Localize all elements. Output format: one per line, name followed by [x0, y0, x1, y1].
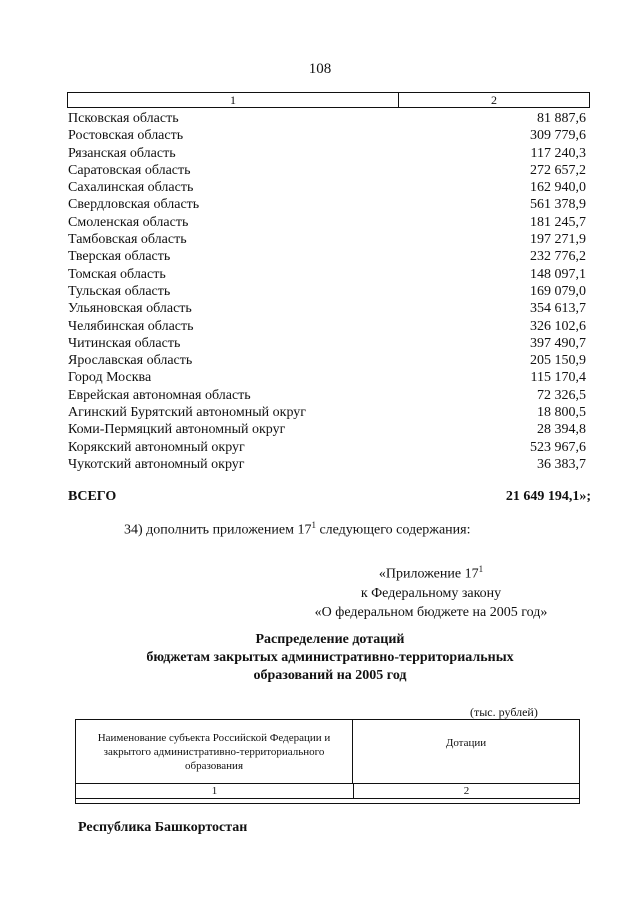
region-value: 326 102,6	[530, 318, 586, 334]
table-row	[68, 421, 586, 438]
table-row	[68, 196, 586, 213]
region-name: Еврейская автономная область	[68, 387, 251, 403]
table-row	[68, 110, 586, 127]
total-label: ВСЕГО	[68, 489, 117, 504]
appendix-line1-text: «Приложение 17	[378, 566, 479, 582]
region-value: 117 240,3	[530, 145, 586, 161]
region-value: 197 271,9	[530, 232, 586, 248]
region-value: 354 613,7	[530, 301, 586, 317]
total-row	[68, 489, 591, 505]
units-note: (тыс. рублей)	[470, 705, 538, 719]
appendix-line2: к Федеральному закону	[360, 585, 502, 601]
region-value: 36 383,7	[537, 456, 586, 472]
table-row	[68, 266, 586, 283]
table-row	[68, 335, 586, 352]
region-value: 18 800,5	[537, 405, 586, 421]
top-table-body	[68, 110, 586, 473]
table-row	[68, 387, 586, 404]
page-number: 108	[308, 61, 332, 77]
first-region-entry: Республика Башкортостан	[78, 820, 248, 835]
top-table-header-col2: 2	[491, 93, 497, 107]
document-title-line2: бюджетам закрытых административно-территориальных	[146, 650, 514, 665]
region-name: Агинский Бурятский автономный округ	[68, 405, 306, 421]
region-name: Челябинская область	[68, 318, 194, 334]
region-name: Чукотский автономный округ	[68, 456, 245, 472]
appendix-line3: «О федеральном бюджете на 2005 год»	[314, 604, 548, 620]
region-value: 397 490,7	[530, 335, 586, 351]
appendix-line1-sup: 1	[478, 564, 484, 574]
region-name: Рязанская область	[68, 145, 176, 161]
region-value: 28 394,8	[537, 422, 586, 438]
region-value: 115 170,4	[530, 370, 586, 386]
table-row	[68, 145, 586, 162]
region-name: Город Москва	[68, 370, 152, 386]
region-name: Томская область	[68, 266, 166, 282]
distribution-table-header	[76, 720, 579, 784]
region-value: 162 940,0	[530, 180, 586, 196]
table-row	[68, 248, 586, 265]
region-name: Ульяновская область	[68, 301, 192, 317]
distribution-table	[75, 719, 580, 804]
table-row	[68, 404, 586, 421]
table-row	[68, 162, 586, 179]
region-value: 181 245,7	[530, 214, 586, 230]
region-name: Тамбовская область	[68, 232, 187, 248]
region-name: Ростовская область	[68, 128, 184, 144]
distribution-col1-header: Наименование субъекта Российской Федерации и закрытого административно-территориального образования	[76, 720, 353, 783]
distribution-table-numbering	[76, 784, 579, 799]
region-name: Читинская область	[68, 335, 181, 351]
table-row	[68, 231, 586, 248]
region-name: Смоленская область	[68, 214, 189, 230]
appendix-heading	[300, 560, 562, 622]
appendix-line1	[300, 560, 562, 584]
region-value: 148 097,1	[530, 266, 586, 282]
region-value: 272 657,2	[530, 162, 586, 178]
region-value: 205 150,9	[530, 353, 586, 369]
region-name: Ярославская область	[68, 353, 193, 369]
region-name: Свердловская область	[68, 197, 200, 213]
table-row	[68, 300, 586, 317]
document-title	[90, 631, 570, 685]
total-value: 21 649 194,1»;	[505, 489, 591, 504]
region-name: Коми-Пермяцкий автономный округ	[68, 422, 286, 438]
table-row	[68, 127, 586, 144]
region-value: 169 079,0	[530, 283, 586, 299]
region-name: Тульская область	[68, 283, 171, 299]
region-name: Саратовская область	[68, 162, 191, 178]
top-table-header	[67, 92, 590, 108]
table-row	[68, 456, 586, 473]
distribution-col1-number: 1	[76, 784, 354, 798]
table-row	[68, 352, 586, 369]
amendment-main: 34) дополнить приложением 17	[124, 522, 312, 538]
region-name: Корякский автономный округ	[68, 439, 245, 455]
table-row	[68, 439, 586, 456]
region-value: 309 779,6	[530, 128, 586, 144]
table-row	[68, 214, 586, 231]
region-value: 523 967,6	[530, 439, 586, 455]
table-row	[68, 283, 586, 300]
distribution-col2-header: Дотации	[445, 737, 487, 749]
document-title-line1: Распределение дотаций	[255, 632, 405, 647]
region-value: 561 378,9	[530, 197, 586, 213]
table-row	[68, 318, 586, 335]
amendment-tail: следующего содержания:	[315, 522, 471, 538]
region-name: Тверская область	[68, 249, 171, 265]
region-value: 72 326,5	[537, 387, 586, 403]
region-value: 232 776,2	[530, 249, 586, 265]
table-row	[68, 369, 586, 386]
region-name: Псковская область	[68, 111, 179, 126]
distribution-col2-number: 2	[463, 785, 470, 797]
table-row	[68, 179, 586, 196]
top-table-header-col1: 1	[68, 93, 399, 107]
amendment-sup: 1	[311, 520, 316, 530]
region-name: Сахалинская область	[68, 180, 194, 196]
amendment-text	[124, 520, 471, 539]
region-value: 81 887,6	[537, 111, 586, 126]
document-title-line3: образований на 2005 год	[253, 668, 407, 683]
